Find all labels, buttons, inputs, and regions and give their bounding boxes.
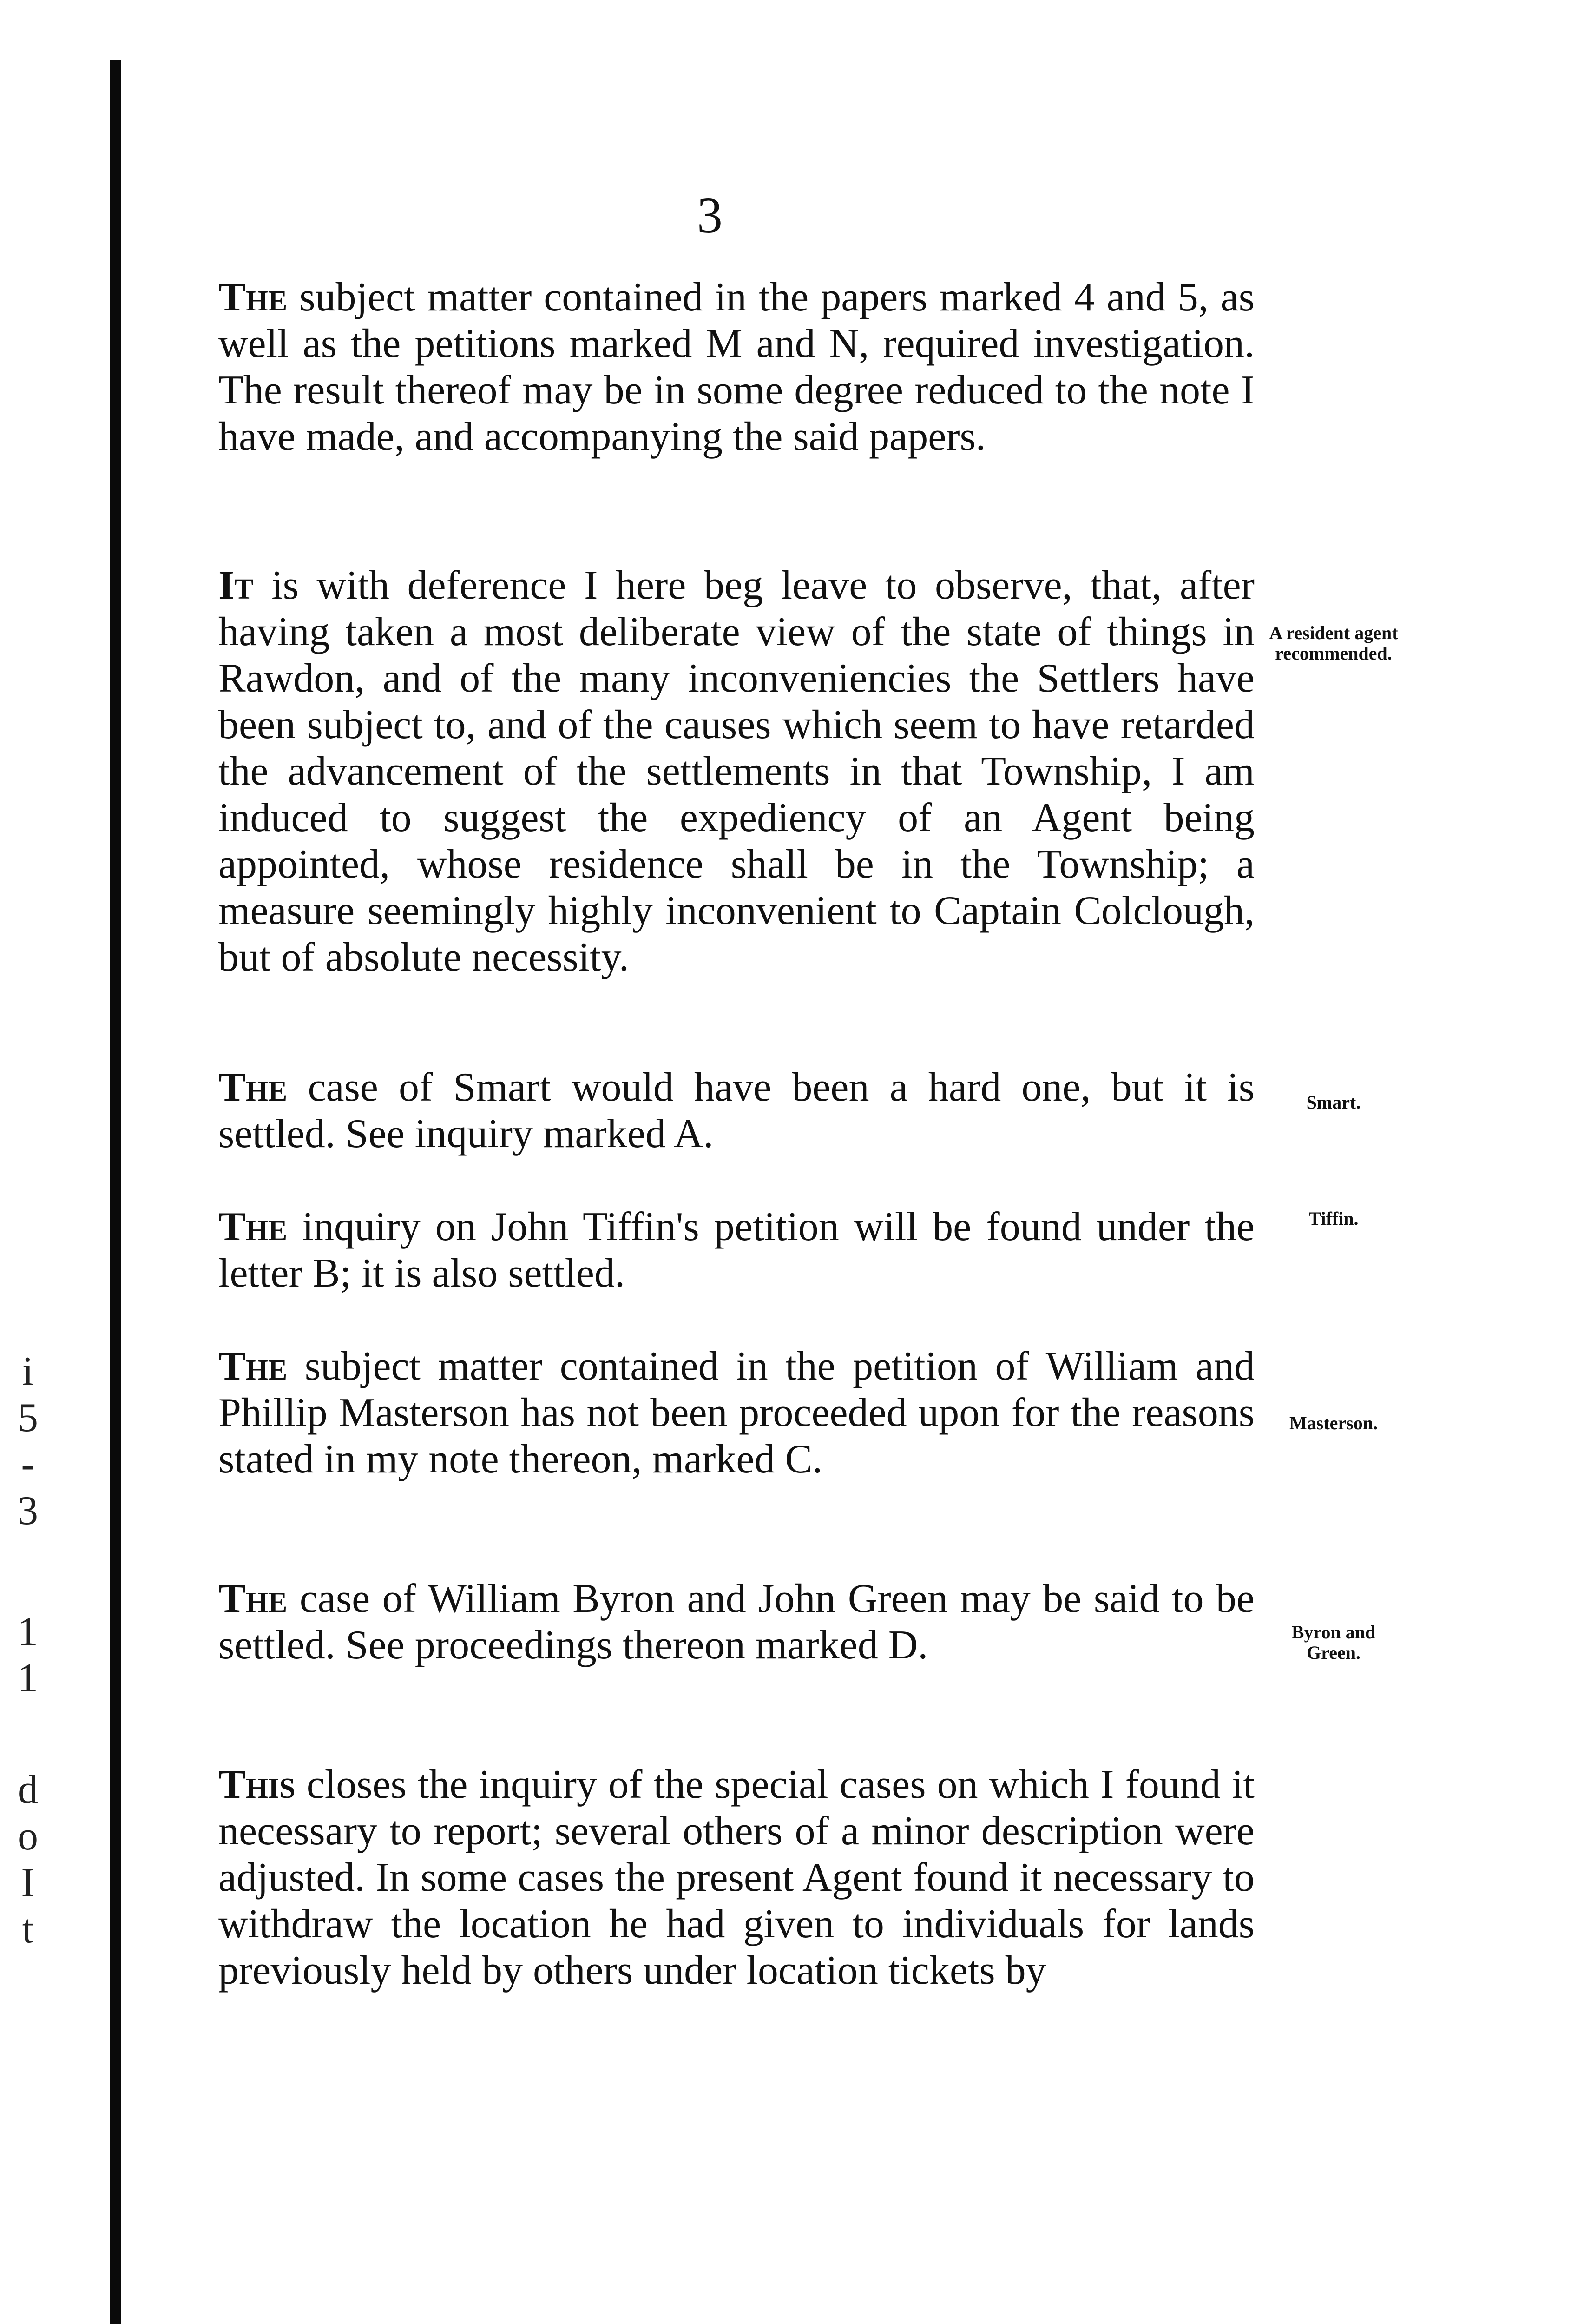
paragraph-text: subject matter contained in the papers marked 4 and 5, as well as the petitions marked M and N, required investigation. The result thereof may be in some degree reduced to the note I have made, and accompanying the said papers. xyxy=(218,275,1255,459)
paragraph-text: is with deference I here beg leave to observe, that, after having taken a most deliberate view of the state of things in Rawdon, and of the many inconveniencies the Settlers have been subject to, and of the causes which seem to have retarded the advancement of the settlements in that Township, I am induced to suggest the expediency of an Agent being appointed, whose residence shall be in the Township; a measure seemingly highly inconvenient to Captain Colclough, but of absolute necessity. xyxy=(218,563,1255,980)
paragraph-tiffin xyxy=(218,1204,1255,1297)
offset-char: i xyxy=(22,1349,34,1394)
page-number: 3 xyxy=(697,187,723,244)
side-note-tiffin: Tiffin. xyxy=(1308,1208,1359,1229)
paragraph-lead: The xyxy=(218,1344,288,1389)
side-note-byron-green: Byron and Green. xyxy=(1291,1622,1376,1663)
paragraph-lead: The xyxy=(218,275,288,320)
paragraph-lead: It xyxy=(218,563,254,608)
paragraph-papers-investigation xyxy=(218,274,1255,460)
paragraph-text: closes the inquiry of the special cases on which I found it necessary to report; several others of a minor description were adjusted. In some cases the present Agent found it necessary to withdraw the location he had given to individuals for lands previously held by others under location tickets by xyxy=(218,1762,1255,1993)
paragraph-text: inquiry on John Tiffin's petition will be found under the letter B; it is also settled. xyxy=(218,1204,1255,1296)
paragraph-text: case of William Byron and John Green may be said to be settled. See proceedings thereon marked D. xyxy=(218,1576,1255,1668)
offset-char: I xyxy=(21,1860,35,1905)
paragraph-masterson xyxy=(218,1343,1255,1483)
offset-char: 1 xyxy=(18,1609,38,1654)
side-note-smart: Smart. xyxy=(1306,1092,1361,1113)
paragraph-smart xyxy=(218,1064,1255,1157)
paragraph-lead: This xyxy=(218,1762,296,1807)
paragraph-resident-agent xyxy=(218,562,1255,981)
paragraph-text: case of Smart would have been a hard one, but it is settled. See inquiry marked A. xyxy=(218,1065,1255,1156)
paragraph-lead: The xyxy=(218,1204,288,1249)
paragraph-text: subject matter contained in the petition of William and Phillip Masterson has not been proceeded upon for the reasons stated in my note thereon, marked C. xyxy=(218,1344,1255,1482)
offset-char: 1 xyxy=(18,1656,38,1701)
paragraph-byron-green xyxy=(218,1576,1255,1669)
offset-char: - xyxy=(21,1442,35,1487)
binding-rule xyxy=(110,60,121,2324)
offset-char: d xyxy=(18,1767,38,1812)
paragraph-lead: The xyxy=(218,1065,288,1110)
offset-char: t xyxy=(22,1907,34,1952)
offset-char: o xyxy=(18,1814,38,1859)
paragraph-closing-inquiry xyxy=(218,1762,1255,1994)
side-note-masterson: Masterson. xyxy=(1289,1413,1378,1433)
side-note-resident-agent: A resident agent recommended. xyxy=(1269,622,1398,664)
paragraph-lead: The xyxy=(218,1576,288,1621)
offset-char: 5 xyxy=(18,1395,38,1440)
offset-char: 3 xyxy=(18,1488,38,1533)
